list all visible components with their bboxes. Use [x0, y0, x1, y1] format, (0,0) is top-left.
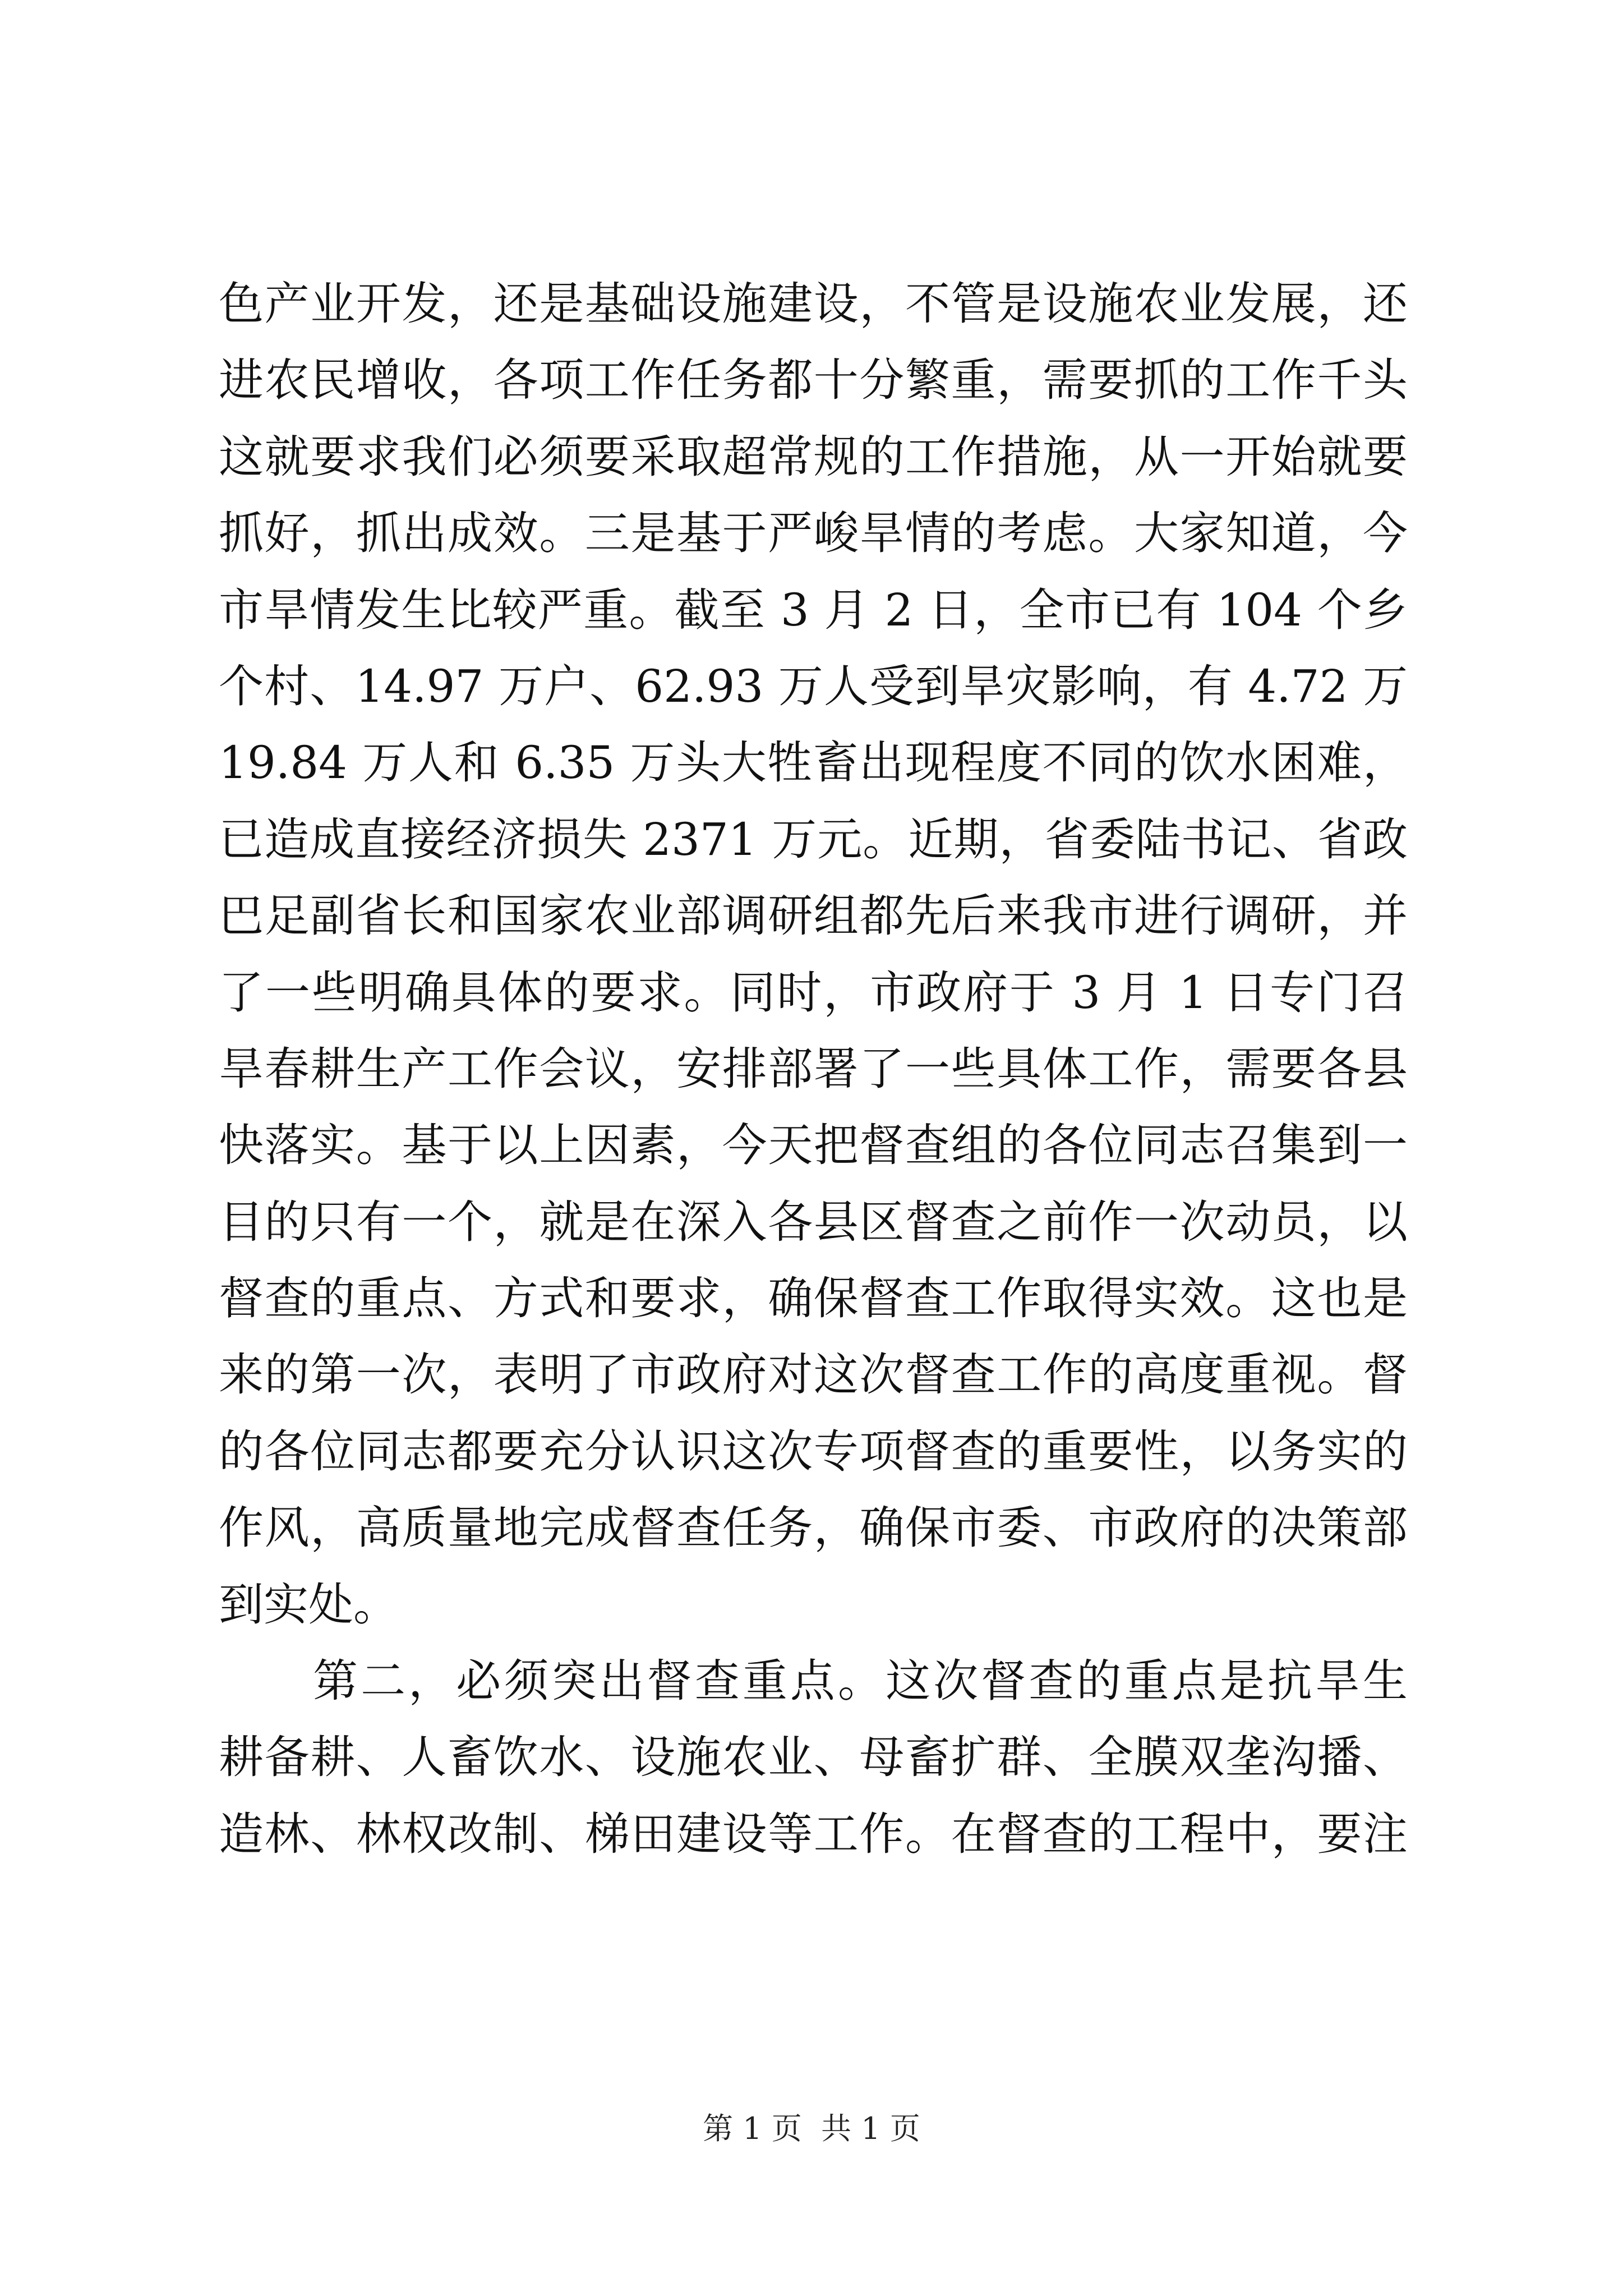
text-line: 快落实。基于以上因素，今天把督查组的各位同志召集到一	[219, 1119, 1408, 1172]
text-line: 巴足副省长和国家农业部调研组都先后来我市进行调研，并	[219, 890, 1408, 942]
text-line: 已造成直接经济损失 2371 万元。近期，省委陆书记、省政	[219, 813, 1408, 866]
text-line: 了一些明确具体的要求。同时，市政府于 3 月 1 日专门召	[219, 966, 1408, 1019]
text-line: 来的第一次，表明了市政府对这次督查工作的高度重视。督	[219, 1349, 1408, 1401]
text-line: 耕备耕、人畜饮水、设施农业、母畜扩群、全膜双垄沟播、	[219, 1731, 1408, 1784]
page-number-label: 第 1 页 共 1 页	[703, 2111, 920, 2146]
text-line: 作风，高质量地完成督查任务，确保市委、市政府的决策部	[219, 1502, 1408, 1554]
text-line: 个村、14.97 万户、62.93 万人受到旱灾影响，有 4.72 万	[219, 660, 1408, 712]
text-line: 目的只有一个，就是在深入各县区督查之前作一次动员，以	[219, 1195, 1408, 1248]
text-line: 市旱情发生比较严重。截至 3 月 2 日，全市已有 104 个乡	[219, 583, 1408, 636]
text-line: 到实处。	[219, 1578, 398, 1631]
text-line: 19.84 万人和 6.35 万头大牲畜出现程度不同的饮水困难，	[219, 737, 1408, 789]
page-footer	[0, 2105, 1623, 2148]
text-line: 色产业开发，还是基础设施建设，不管是设施农业发展，还	[219, 278, 1408, 330]
text-line: 抓好，抓出成效。三是基于严峻旱情的考虑。大家知道，今	[219, 507, 1408, 560]
text-line: 的各位同志都要充分认识这次专项督查的重要性，以务实的	[219, 1425, 1408, 1478]
paragraph-first-line: 第二，必须突出督查重点。这次督查的重点是抗旱生	[313, 1655, 1408, 1708]
text-line: 这就要求我们必须要采取超常规的工作措施，从一开始就要	[219, 430, 1408, 483]
text-line: 旱春耕生产工作会议，安排部署了一些具体工作，需要各县	[219, 1042, 1408, 1095]
text-line: 督查的重点、方式和要求，确保督查工作取得实效。这也是	[219, 1272, 1408, 1325]
text-line: 进农民增收，各项工作任务都十分繁重，需要抓的工作千头	[219, 354, 1408, 407]
text-line: 造林、林权改制、梯田建设等工作。在督查的工程中，要注	[219, 1807, 1408, 1860]
body-text	[219, 266, 1408, 1872]
